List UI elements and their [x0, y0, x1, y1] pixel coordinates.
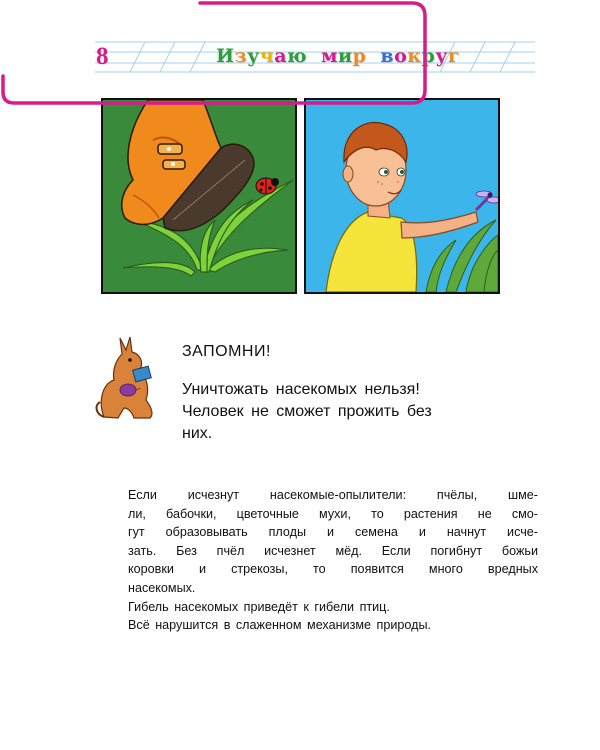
body-line: ли, бабочки, цветочные мухи, то растения не смо-: [128, 506, 538, 521]
remember-text: [182, 379, 502, 445]
remember-frame: [0, 0, 428, 106]
title-letter: и: [338, 45, 353, 67]
remember-line: Уничтожать насекомых нельзя!: [182, 381, 420, 398]
title-letter: к: [407, 45, 422, 67]
illustration-boot-ladybug: [101, 98, 297, 294]
body-line: Всё нарушится в слаженном механизме природы.: [128, 618, 431, 633]
title-letter: о: [394, 45, 408, 67]
remember-title: ЗАПОМНИ!: [182, 343, 271, 360]
title-letter: р: [352, 45, 367, 67]
title-letter: в: [380, 45, 395, 67]
title-letter: г: [447, 45, 461, 67]
boy-dragonfly-icon: [306, 100, 498, 292]
title-letter: р: [421, 45, 436, 67]
title-letter: И: [216, 45, 235, 67]
boot-ladybug-icon: [103, 100, 295, 292]
title-letter: у: [247, 45, 260, 67]
title-letter: а: [274, 45, 287, 67]
body-line: Гибель насекомых приведёт к гибели птиц.: [128, 599, 390, 614]
title-letter: м: [320, 45, 338, 67]
body-paragraph: [128, 486, 538, 635]
page-number: 8: [96, 43, 109, 70]
title-letter: ч: [259, 45, 275, 67]
body-line: зать. Без пчёл исчезнет мёд. Если погибнут божьи: [128, 543, 538, 558]
body-line: коровки и стрекозы, то появится много вредных: [128, 562, 538, 577]
title-letter: ю: [287, 45, 307, 67]
illustration-boy-dragonfly: [304, 98, 500, 294]
body-line: Если исчезнут насекомые-опылители: пчёлы, шме-: [128, 488, 538, 502]
kangaroo-icon: [94, 332, 164, 422]
remember-line: Человек не сможет прожить без: [182, 403, 432, 420]
title-letter: з: [234, 45, 248, 67]
title-letter: у: [435, 45, 448, 67]
remember-line: них.: [182, 425, 213, 442]
body-line: гут образовывать плоды и семена и начнут исче-: [128, 525, 538, 540]
body-line: насекомых.: [128, 580, 196, 595]
